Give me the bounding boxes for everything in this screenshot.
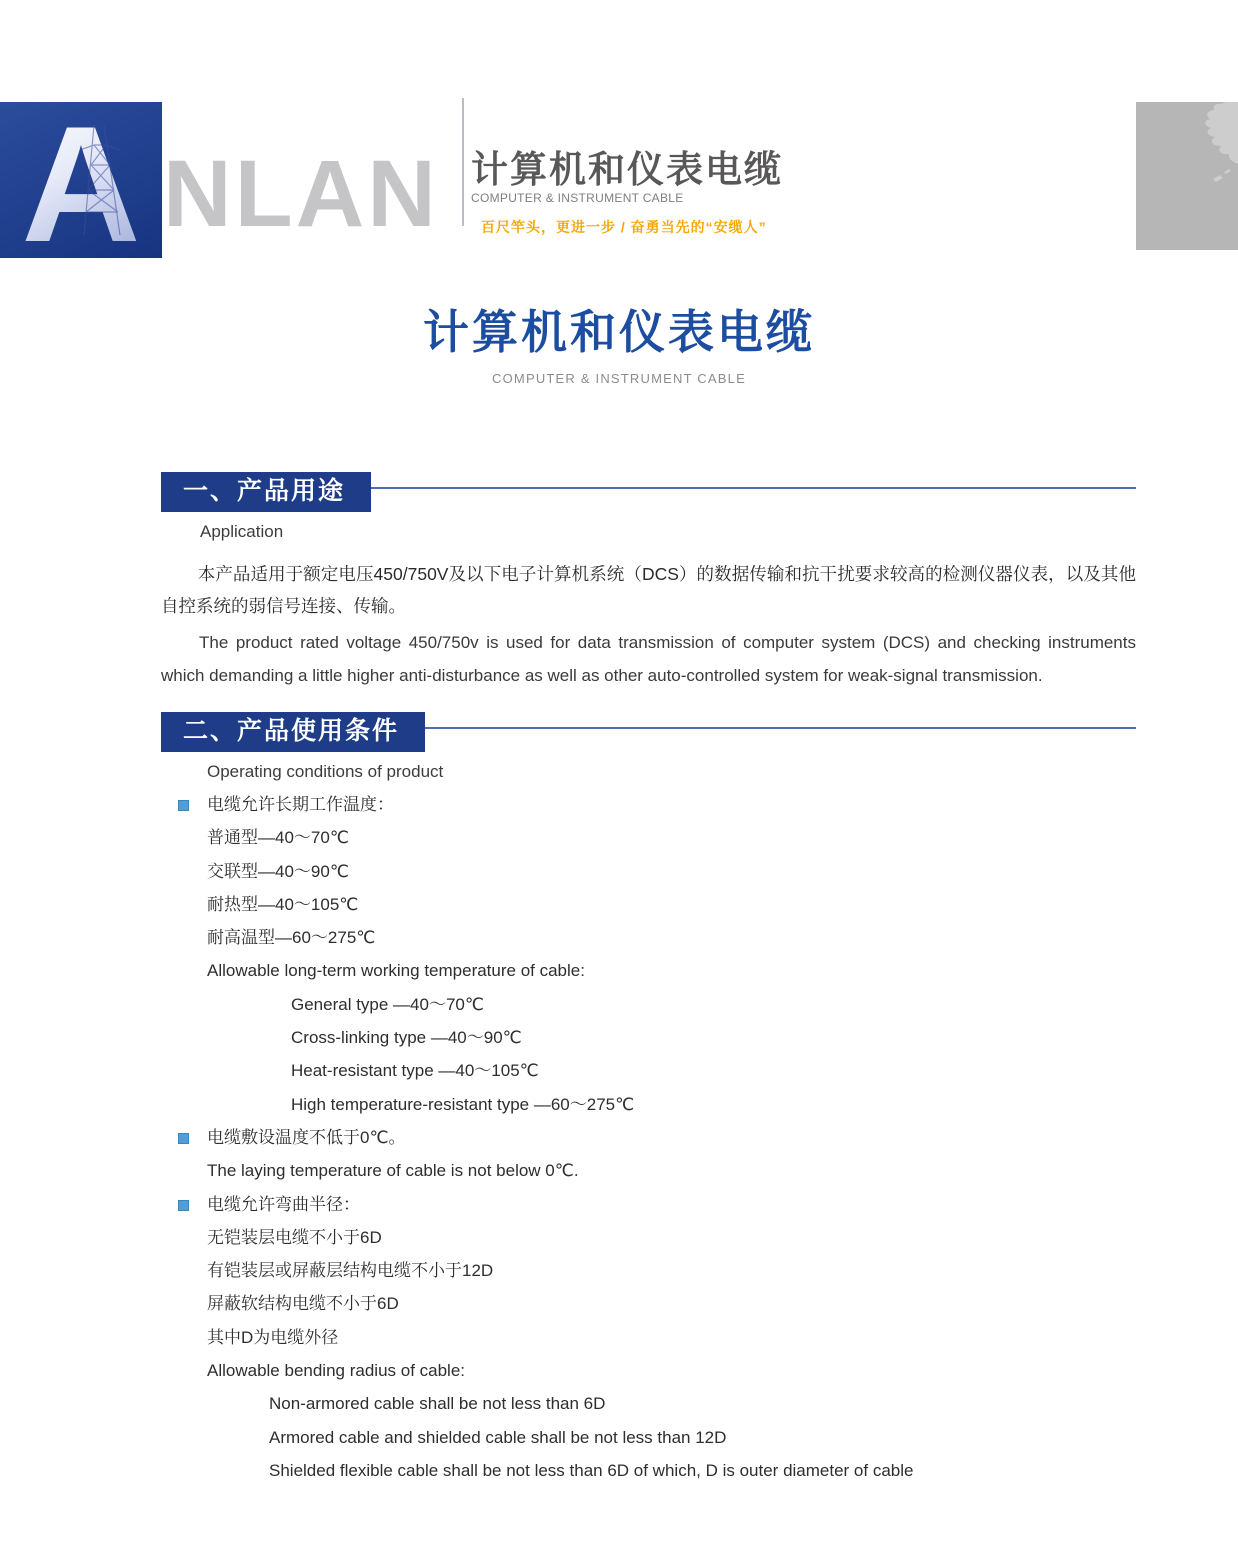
condition-line bbox=[161, 1254, 1136, 1287]
condition-text: General type —40～70℃ bbox=[291, 994, 484, 1014]
condition-line bbox=[161, 821, 1136, 854]
transmission-tower-sketch-icon bbox=[74, 120, 144, 240]
section1-subheading-en: Application bbox=[200, 522, 284, 541]
section1-heading: 一、产品用途 bbox=[161, 472, 371, 512]
condition-text: 电缆允许长期工作温度： bbox=[207, 795, 394, 814]
condition-line bbox=[161, 1054, 1136, 1087]
section2-heading: 二、产品使用条件 bbox=[161, 712, 425, 752]
condition-line bbox=[161, 1021, 1136, 1054]
condition-line bbox=[161, 1354, 1136, 1387]
header-tagline: 百尺竿头，更进一步 / 奋勇当先的“安缆人” bbox=[481, 219, 767, 236]
leaf-silhouette bbox=[1136, 102, 1238, 250]
page-title-en: COMPUTER & INSTRUMENT CABLE bbox=[492, 371, 746, 386]
page-title-block bbox=[0, 296, 1238, 386]
condition-line bbox=[161, 954, 1136, 987]
bullet-square-icon bbox=[178, 1133, 189, 1144]
logo-letter-a: A bbox=[21, 102, 140, 258]
section1-header bbox=[161, 472, 1136, 512]
condition-line bbox=[161, 1287, 1136, 1320]
anlan-logo-mark bbox=[0, 102, 162, 258]
condition-text: Armored cable and shielded cable shall be not less than 12D bbox=[269, 1427, 727, 1447]
condition-line bbox=[161, 1121, 1136, 1154]
condition-text: 其中D为电缆外径 bbox=[207, 1327, 339, 1347]
condition-text: High temperature-resistant type —60～275℃ bbox=[291, 1094, 635, 1114]
header-product-title-cn: 计算机和仪表电缆 bbox=[471, 149, 783, 190]
condition-line bbox=[161, 1188, 1136, 1221]
condition-line bbox=[161, 888, 1136, 921]
condition-text: 耐高温型—60～275℃ bbox=[207, 928, 376, 948]
condition-text: 普通型—40～70℃ bbox=[207, 828, 349, 848]
condition-line bbox=[161, 988, 1136, 1021]
section2-subheading-en: Operating conditions of product bbox=[207, 762, 444, 781]
condition-line bbox=[161, 788, 1136, 821]
condition-line bbox=[161, 1321, 1136, 1354]
condition-line bbox=[161, 921, 1136, 954]
condition-text: 无铠装层电缆不小于6D bbox=[207, 1227, 382, 1247]
condition-text: The laying temperature of cable is not below 0℃. bbox=[207, 1161, 579, 1181]
condition-text: 屏蔽软结构电缆不小于6D bbox=[207, 1294, 399, 1314]
logo-letters-nlan: NLAN bbox=[163, 141, 439, 247]
bullet-square-icon bbox=[178, 1200, 189, 1211]
condition-text: Cross-linking type —40～90℃ bbox=[291, 1028, 522, 1048]
condition-text: Shielded flexible cable shall be not less than 6D of which, D is outer diameter of cable bbox=[269, 1460, 914, 1480]
condition-line bbox=[161, 1421, 1136, 1454]
bullet-square-icon bbox=[178, 800, 189, 811]
header-divider bbox=[462, 98, 464, 226]
condition-text: 耐热型—40～105℃ bbox=[207, 894, 359, 914]
condition-text: 电缆敷设温度不低于0℃。 bbox=[207, 1127, 406, 1147]
header-title-block bbox=[471, 149, 783, 237]
condition-line bbox=[161, 1088, 1136, 1121]
condition-line bbox=[161, 855, 1136, 888]
condition-text: Allowable bending radius of cable: bbox=[207, 1361, 466, 1381]
condition-line bbox=[161, 1154, 1136, 1187]
section2-rule bbox=[425, 727, 1136, 729]
condition-line bbox=[161, 1221, 1136, 1254]
operating-conditions-list bbox=[161, 788, 1136, 1487]
condition-line bbox=[161, 1454, 1136, 1487]
page-title-cn: 计算机和仪表电缆 bbox=[423, 306, 815, 358]
condition-text: Heat-resistant type —40～105℃ bbox=[291, 1061, 539, 1081]
section1-rule bbox=[371, 487, 1136, 489]
section1-paragraph-cn: 本产品适用于额定电压450/750V及以下电子计算机系统（DCS）的数据传输和抗干扰要求较高的检测仪器仪表，以及其他自控系统的弱信号连接、传输。 bbox=[161, 564, 1136, 616]
condition-text: 有铠装层或屏蔽层结构电缆不小于12D bbox=[207, 1261, 494, 1281]
header-product-title-en: COMPUTER & INSTRUMENT CABLE bbox=[471, 191, 684, 206]
section1-paragraph-en: The product rated voltage 450/750v is used for data transmission of computer system (DCS) and checking instruments which demanding a little higher anti-disturbance as well as other auto-controlled system for weak-signal transmission. bbox=[161, 633, 1136, 685]
condition-text: 电缆允许弯曲半径： bbox=[207, 1194, 360, 1214]
condition-text: Non-armored cable shall be not less than 6D bbox=[269, 1394, 606, 1414]
section2-header bbox=[161, 712, 1136, 752]
condition-line bbox=[161, 1387, 1136, 1420]
condition-text: Allowable long-term working temperature of cable: bbox=[207, 961, 585, 981]
header-photo bbox=[1136, 102, 1238, 250]
page-content bbox=[161, 472, 1136, 1487]
condition-text: 交联型—40～90℃ bbox=[207, 861, 349, 881]
